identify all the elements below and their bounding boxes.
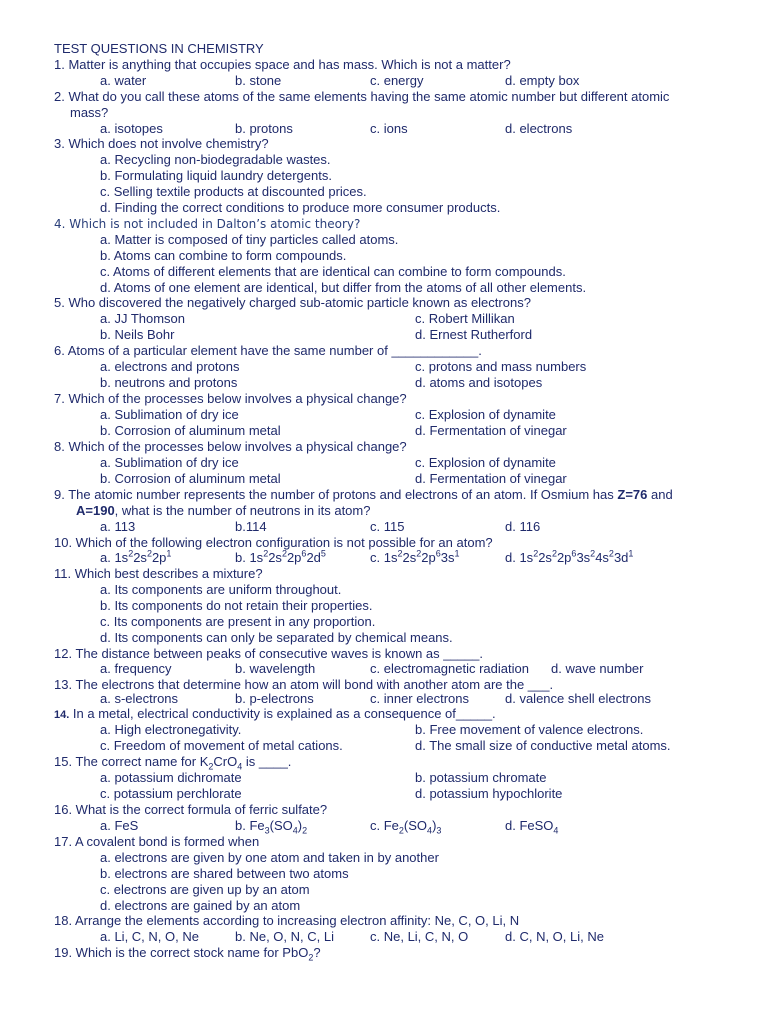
option-b: b. Ne, O, N, C, Li: [235, 929, 334, 944]
question-13-options: [100, 691, 720, 707]
question-2-options: [100, 121, 720, 137]
option-d: d. $1s^22s^22p^63s^24s^23d^1$: [505, 548, 634, 565]
option-a: a. $1s^22s^22p^1$: [100, 548, 172, 565]
option-c: c. Explosion of dynamite: [415, 407, 556, 422]
option-a: a. 113: [100, 519, 136, 534]
option-b: b. Atoms can combine to form compounds.: [100, 248, 347, 263]
question-5: 5. Who discovered the negatively charged sub-atomic particle known as electrons?: [54, 295, 531, 310]
question-14: [54, 706, 496, 723]
question-14-options-row1: [100, 722, 720, 738]
option-a: a. electrons are given by one atom and taken in by another: [100, 850, 439, 865]
option-a: a. water: [100, 73, 147, 88]
option-b: b. Its components do not retain their properties.: [100, 598, 373, 613]
question-18-options: [100, 929, 720, 945]
question-9-text-c: , what is the number of neutrons in its atom?: [114, 503, 371, 518]
option-d: d. The small size of conductive metal atoms.: [415, 738, 671, 753]
question-14-number: 14.: [54, 709, 70, 721]
question-17: 17. A covalent bond is formed when: [54, 834, 260, 849]
option-c: c. Ne, Li, C, N, O: [370, 929, 469, 944]
option-d: d. wave number: [551, 661, 644, 676]
option-b: b. $1s^22s^22p^62d^5$: [235, 548, 326, 565]
option-b: b.114: [235, 519, 267, 534]
question-14-options-row2: [100, 738, 720, 754]
question-1: 1. Matter is anything that occupies space and has mass. Which is not a matter?: [54, 57, 511, 72]
option-b: b. Free movement of valence electrons.: [415, 722, 644, 737]
option-c: c. electrons are given up by an atom: [100, 882, 310, 897]
option-c: c. energy: [370, 73, 424, 88]
question-10-options: [100, 550, 720, 566]
option-a: a. Sublimation of dry ice: [100, 455, 239, 470]
option-c: c. potassium perchlorate: [100, 786, 242, 801]
option-d: d. C, N, O, Li, Ne: [505, 929, 604, 944]
question-11: 11. Which best describes a mixture?: [54, 566, 263, 581]
option-c: c. Explosion of dynamite: [415, 455, 556, 470]
question-9-options: [100, 519, 720, 535]
option-c: c. inner electrons: [370, 691, 469, 706]
option-d: d. Its components can only be separated by chemical means.: [100, 630, 453, 645]
option-a: a. FeS: [100, 818, 139, 833]
question-7-options-row2: [100, 423, 720, 439]
option-a: a. High electronegativity.: [100, 722, 242, 737]
option-d: d. Finding the correct conditions to produce more consumer products.: [100, 200, 501, 215]
option-c: c. Freedom of movement of metal cations.: [100, 738, 343, 753]
question-5-options-row1: [100, 311, 720, 327]
option-d: d. 116: [505, 519, 541, 534]
question-2: 2. What do you call these atoms of the same elements having the same atomic number but different atomic: [54, 89, 670, 104]
question-13: 13. The electrons that determine how an atom will bond with another atom are the ___.: [54, 677, 554, 692]
question-7-options-row1: [100, 407, 720, 423]
option-a: a. Li, C, N, O, Ne: [100, 929, 199, 944]
question-15-options-row2: [100, 786, 720, 802]
question-12: 12. The distance between peaks of consecutive waves is known as _____.: [54, 646, 484, 661]
document-title: TEST QUESTIONS IN CHEMISTRY: [54, 41, 264, 56]
option-c: c. $Fe_2(SO_4)_3$: [370, 818, 442, 836]
option-c: c. Atoms of different elements that are identical can combine to form compounds.: [100, 264, 566, 279]
question-8-options-row1: [100, 455, 720, 471]
question-6-options-row2: [100, 375, 720, 391]
option-a: a. electrons and protons: [100, 359, 240, 374]
question-16: 16. What is the correct formula of ferric sulfate?: [54, 802, 328, 817]
option-a: a. isotopes: [100, 121, 163, 136]
option-c: c. 115: [370, 519, 405, 534]
option-a: a. frequency: [100, 661, 172, 676]
option-b: b. Neils Bohr: [100, 327, 175, 342]
option-a: a. Matter is composed of tiny particles called atoms.: [100, 232, 399, 247]
question-1-options: [100, 73, 720, 89]
option-a: a. potassium dichromate: [100, 770, 242, 785]
option-a: a. JJ Thomson: [100, 311, 186, 326]
question-2-continuation: mass?: [70, 105, 109, 120]
question-9-z-value: Z=76: [617, 487, 648, 502]
option-a: a. Its components are uniform throughout.: [100, 582, 342, 597]
question-7: 7. Which of the processes below involves a physical change?: [54, 391, 407, 406]
question-9-text-b: and: [647, 487, 673, 502]
option-b: b. Corrosion of aluminum metal: [100, 423, 281, 438]
question-9-text-a: 9. The atomic number represents the number of protons and electrons of an atom. If Osmium has: [54, 487, 618, 502]
option-c: c. electromagnetic radiation: [370, 661, 529, 676]
option-c: c. Robert Millikan: [415, 311, 515, 326]
option-b: b. neutrons and protons: [100, 375, 238, 390]
question-3: 3. Which does not involve chemistry?: [54, 136, 269, 151]
question-8-options-row2: [100, 471, 720, 487]
option-b: b. $Fe_3(SO_4)_2$: [235, 818, 308, 836]
option-b: b. wavelength: [235, 661, 316, 676]
option-d: d. atoms and isotopes: [415, 375, 543, 390]
option-a: a. Recycling non-biodegradable wastes.: [100, 152, 331, 167]
option-b: b. stone: [235, 73, 282, 88]
option-b: b. p-electrons: [235, 691, 314, 706]
option-d: d. Fermentation of vinegar: [415, 423, 567, 438]
question-6: 6. Atoms of a particular element have the same number of ____________.: [54, 343, 482, 358]
question-19: 19. Which is the correct stock name for PbO$_2$?: [54, 945, 321, 963]
option-d: d. Fermentation of vinegar: [415, 471, 567, 486]
option-b: b. Formulating liquid laundry detergents.: [100, 168, 332, 183]
option-b: b. electrons are shared between two atoms: [100, 866, 349, 881]
question-4: 4. Which is not included in Dalton’s atomic theory?: [54, 217, 361, 231]
option-d: d. Ernest Rutherford: [415, 327, 533, 342]
question-5-options-row2: [100, 327, 720, 343]
option-d: d. empty box: [505, 73, 580, 88]
option-b: b. protons: [235, 121, 293, 136]
question-10: 10. Which of the following electron configuration is not possible for an atom?: [54, 535, 493, 550]
option-c: c. $1s^22s^22p^63s^1$: [370, 548, 460, 565]
question-12-options: [100, 661, 720, 677]
question-9: [54, 487, 673, 503]
question-15: 15. The correct name for $K_2CrO_4$ is ____.: [54, 754, 292, 772]
option-c: c. ions: [370, 121, 408, 136]
option-d: d. FeSO$_4$: [505, 818, 559, 836]
option-b: b. potassium chromate: [415, 770, 547, 785]
question-16-options: [100, 818, 720, 834]
question-9-continuation: [76, 503, 370, 519]
option-d: d. electrons: [505, 121, 573, 136]
option-d: d. Atoms of one element are identical, but differ from the atoms of all other elements.: [100, 280, 587, 295]
option-c: c. Selling textile products at discounted prices.: [100, 184, 367, 199]
question-8: 8. Which of the processes below involves a physical change?: [54, 439, 407, 454]
option-d: d. valence shell electrons: [505, 691, 651, 706]
option-c: c. protons and mass numbers: [415, 359, 587, 374]
question-18: 18. Arrange the elements according to increasing electron affinity: Ne, C, O, Li, N: [54, 913, 520, 928]
option-b: b. Corrosion of aluminum metal: [100, 471, 281, 486]
question-15-options-row1: [100, 770, 720, 786]
option-d: d. potassium hypochlorite: [415, 786, 563, 801]
option-a: a. s-electrons: [100, 691, 179, 706]
option-a: a. Sublimation of dry ice: [100, 407, 239, 422]
question-9-a-value: A=190: [76, 503, 115, 518]
question-14-text: In a metal, electrical conductivity is explained as a consequence of_____.: [69, 706, 496, 721]
option-d: d. electrons are gained by an atom: [100, 898, 301, 913]
question-6-options-row1: [100, 359, 720, 375]
option-c: c. Its components are present in any proportion.: [100, 614, 376, 629]
